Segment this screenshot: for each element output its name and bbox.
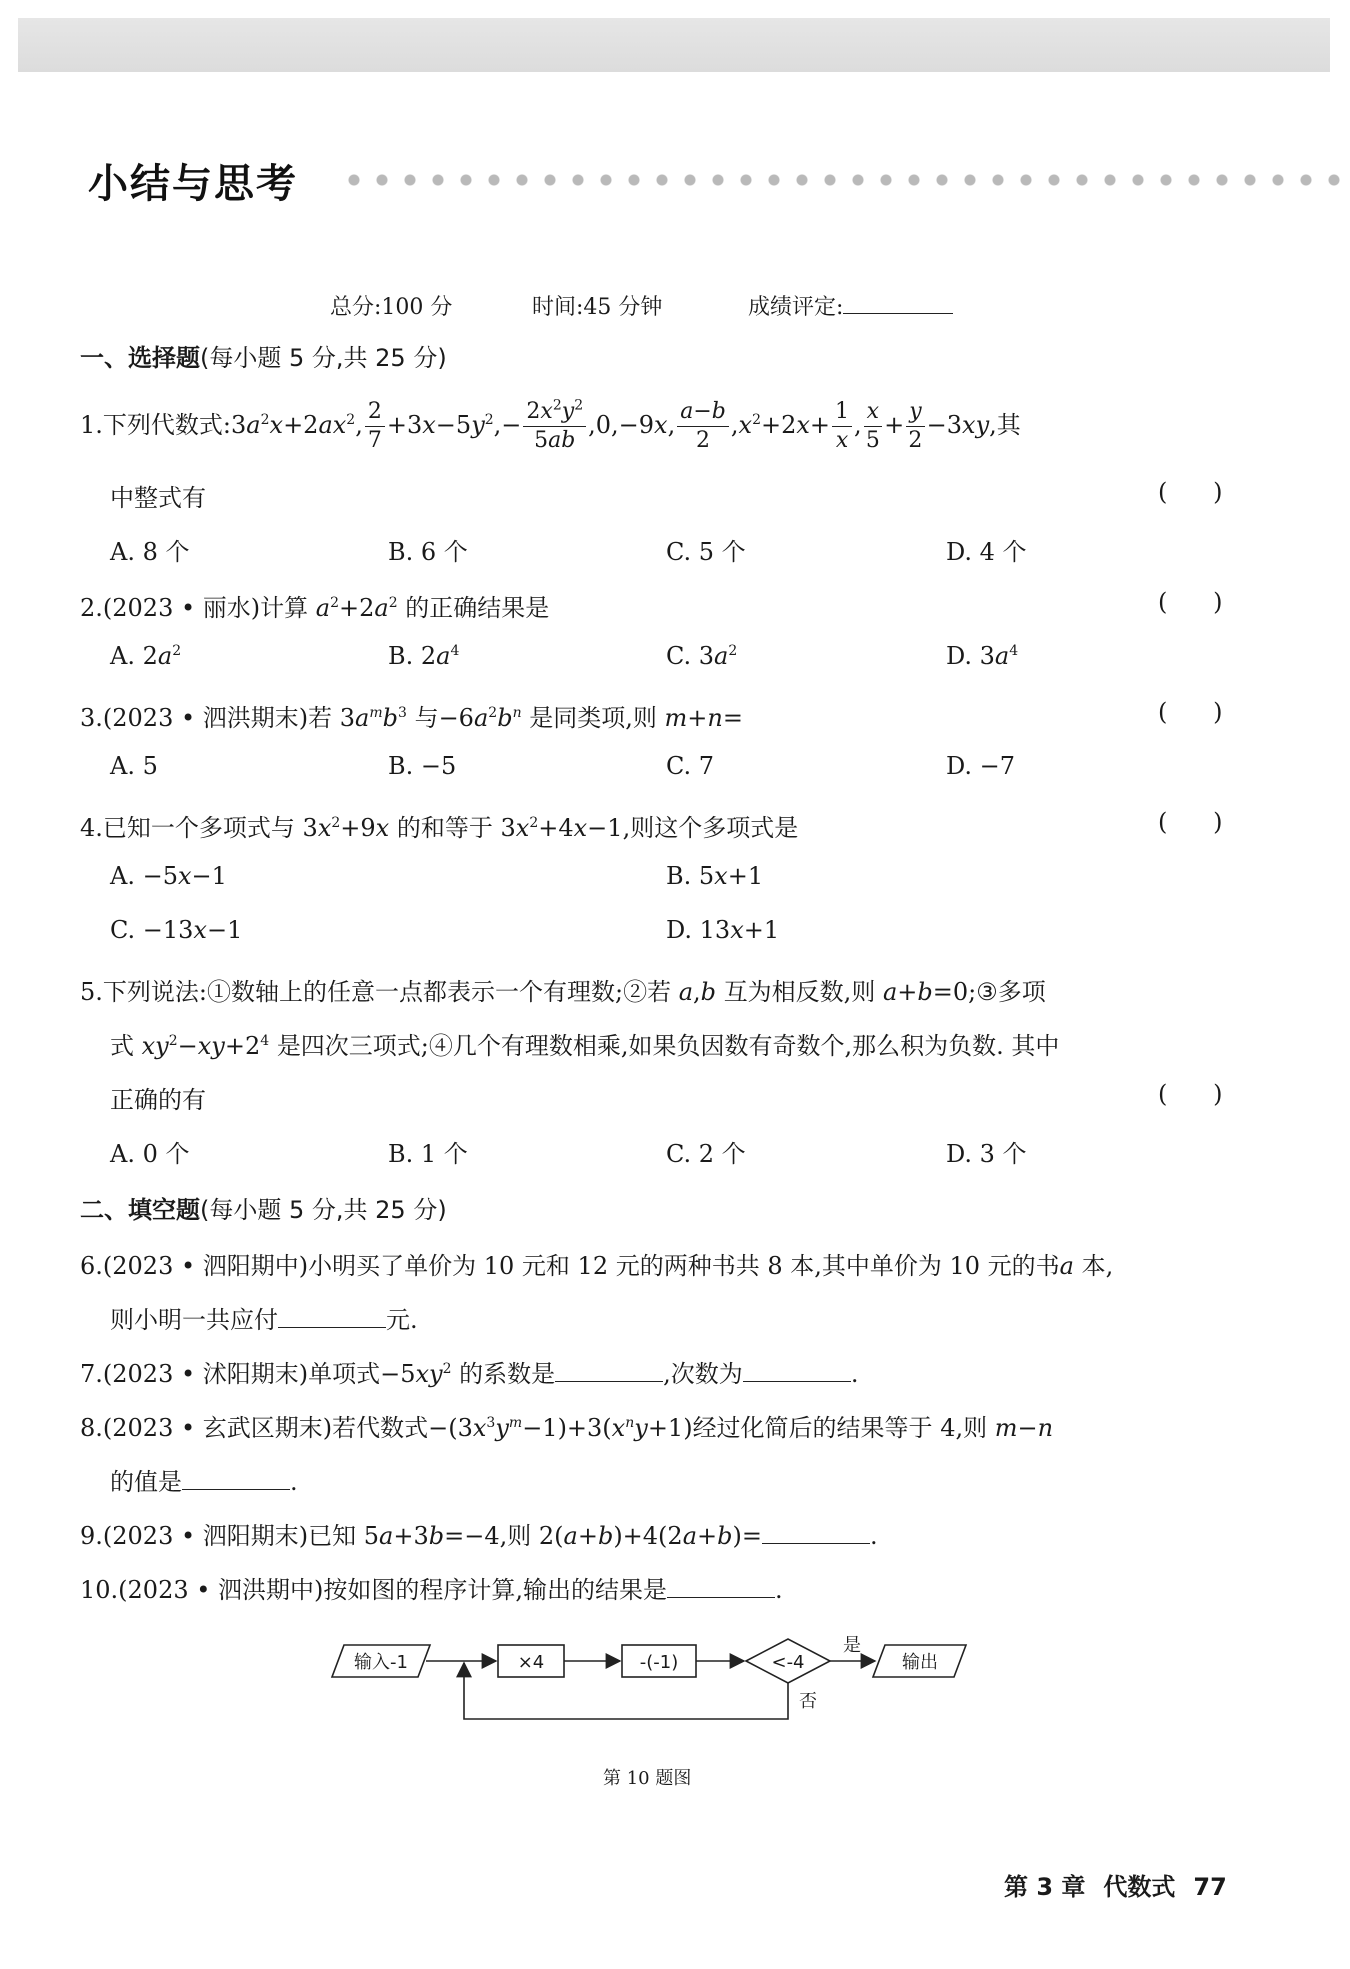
question-7: 7.(2023 • 沭阳期末)单项式$-5xy^2$ 的系数是 ,次数为 .: [80, 1360, 859, 1388]
flow-output-label: 输出: [902, 1652, 938, 1673]
question-8-line2: 的值是 .: [110, 1468, 298, 1496]
question-5-line2: 式 $xy^2-xy+2^4$ 是四次三项式;④几个有理数相乘,如果负因数有奇数个,那么积为负数. 其中: [110, 1032, 1060, 1060]
answer-paren-1[interactable]: ( ): [1158, 478, 1223, 506]
q3-option-a: A. 5: [110, 752, 158, 780]
flow-input-label: 输入-1: [354, 1652, 408, 1673]
page-number: 77: [1193, 1873, 1227, 1901]
flow-condition-label: <-4: [771, 1652, 805, 1673]
figure-caption: 第 10 题图: [603, 1768, 692, 1789]
question-9: 9.(2023 • 泗阳期末)已知 5a+3b=−4,则 2(a+b)+4(2a+b)= .: [80, 1522, 878, 1550]
question-5-line3: 正确的有: [110, 1086, 206, 1114]
q3-option-b: B. −5: [388, 752, 457, 780]
question-6-line2: 则小明一共应付 元.: [110, 1306, 418, 1334]
q7-blank-degree[interactable]: [743, 1381, 851, 1382]
q10-answer-blank[interactable]: [667, 1597, 775, 1598]
q7-blank-coefficient[interactable]: [555, 1381, 663, 1382]
q1-option-c: C. 5 个: [666, 538, 746, 566]
question-5: 5.下列说法:①数轴上的任意一点都表示一个有理数;②若 a,b 互为相反数,则 a+b=0;③多项: [80, 978, 1046, 1006]
flow-subtract-label: -(-1): [639, 1652, 679, 1673]
question-6: 6.(2023 • 泗阳期中)小明买了单价为 10 元和 12 元的两种书共 8 本,其中单价为 10 元的书a 本,: [80, 1252, 1114, 1280]
q3-option-d: D. −7: [946, 752, 1016, 780]
q4-option-c: C. −13x−1: [110, 916, 243, 944]
question-4: 4.已知一个多项式与 $3x^2+9x$ 的和等于 $3x^2+4x-1$,则这个多项式是: [80, 814, 799, 842]
footer-chapter-name: 代数式: [1103, 1873, 1176, 1901]
page-footer: [1004, 1867, 1245, 1902]
question-8: 8.(2023 • 玄武区期末)若代数式$-(3x^3y^m-1)+3(x^ny+1)$经过化简后的结果等于 4,则 m−n: [80, 1414, 1054, 1442]
section-choice-title: 一、选择题(每小题 5 分,共 25 分): [80, 344, 447, 372]
q5-option-c: C. 2 个: [666, 1140, 746, 1168]
answer-paren-4[interactable]: ( ): [1158, 808, 1223, 836]
total-score: 总分:100 分: [330, 295, 453, 320]
q4-option-a: A. −5x−1: [110, 862, 227, 890]
q9-answer-blank[interactable]: [762, 1543, 870, 1544]
flow-yes-label: 是: [843, 1635, 861, 1656]
question-1: 1.下列代数式$:3a^2x+2ax^2$, $\frac{2}{7}$ $+3x-5y^2,-$ $\frac{2x^2y^2}{5ab}$ ,0,−9x, $\frac{a-b}{2}$ $,x^2+2x+$ $\frac{1}{x}$ , $\frac{x}{5}$ + $\frac{y}{2}$ −3xy,其: [80, 397, 1021, 453]
section-fill-title: 二、填空题(每小题 5 分,共 25 分): [80, 1196, 447, 1224]
question-10: 10.(2023 • 泗洪期中)按如图的程序计算,输出的结果是 .: [80, 1576, 783, 1604]
answer-paren-2[interactable]: ( ): [1158, 588, 1223, 616]
q2-option-b: B. $2a^4$: [388, 642, 460, 670]
program-flowchart: [330, 1635, 1010, 1755]
flow-no-label: 否: [799, 1691, 817, 1712]
q3-option-c: C. 7: [666, 752, 715, 780]
answer-paren-3[interactable]: ( ): [1158, 698, 1223, 726]
q8-answer-blank[interactable]: [182, 1489, 290, 1490]
answer-paren-5[interactable]: ( ): [1158, 1080, 1223, 1108]
q2-option-d: D. $3a^4$: [946, 642, 1019, 670]
q2-option-a: A. $2a^2$: [110, 642, 182, 670]
page-heading: 小结与思考: [88, 161, 298, 207]
grade-field: 成绩评定:: [748, 290, 953, 321]
question-3: 3.(2023 • 泗洪期末)若 $3a^mb^3$ 与$-6a^2b^n$ 是同类项,则 m+n=: [80, 704, 743, 732]
q1-option-b: B. 6 个: [388, 538, 468, 566]
q4-option-d: D. 13x+1: [666, 916, 780, 944]
q2-option-c: C. $3a^2$: [666, 642, 738, 670]
q4-option-b: B. 5x+1: [666, 862, 764, 890]
top-banner: [18, 18, 1330, 72]
q5-option-d: D. 3 个: [946, 1140, 1027, 1168]
dotted-decoration: [340, 172, 1340, 188]
footer-chapter: 第 3 章: [1004, 1873, 1086, 1901]
question-1-line2: 中整式有: [110, 484, 206, 512]
q1-option-a: A. 8 个: [110, 538, 190, 566]
q6-answer-blank[interactable]: [278, 1327, 386, 1328]
question-2: 2.(2023 • 丽水)计算 $a^2+2a^2$ 的正确结果是: [80, 594, 550, 622]
q1-option-d: D. 4 个: [946, 538, 1027, 566]
time-limit: 时间:45 分钟: [532, 295, 663, 320]
q5-option-a: A. 0 个: [110, 1140, 190, 1168]
q5-option-b: B. 1 个: [388, 1140, 468, 1168]
flow-multiply-label: ×4: [517, 1652, 545, 1673]
